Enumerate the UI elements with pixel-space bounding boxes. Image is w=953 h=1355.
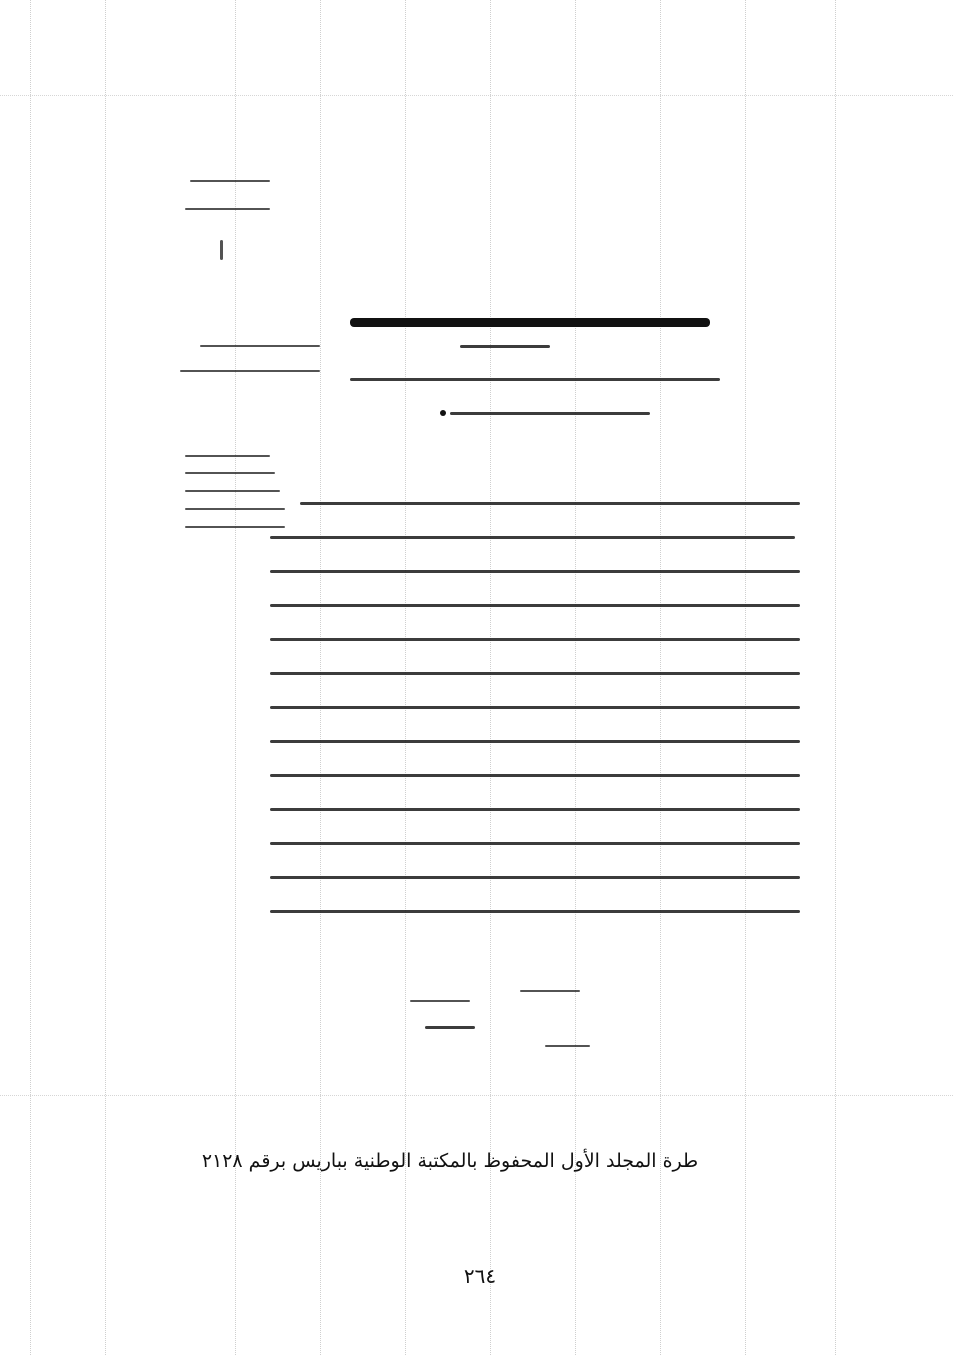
scan-guide	[835, 0, 836, 1355]
scan-guide	[0, 1095, 953, 1096]
manuscript-image	[160, 150, 800, 1050]
page-number: ٢٦٤	[463, 1264, 497, 1288]
figure-caption: طرة المجلد الأول المحفوظ بالمكتبة الوطنية بباريس برقم ٢١٢٨	[201, 1150, 699, 1172]
scan-guide	[105, 0, 106, 1355]
scan-guide	[0, 95, 953, 96]
scan-guide	[30, 0, 31, 1355]
